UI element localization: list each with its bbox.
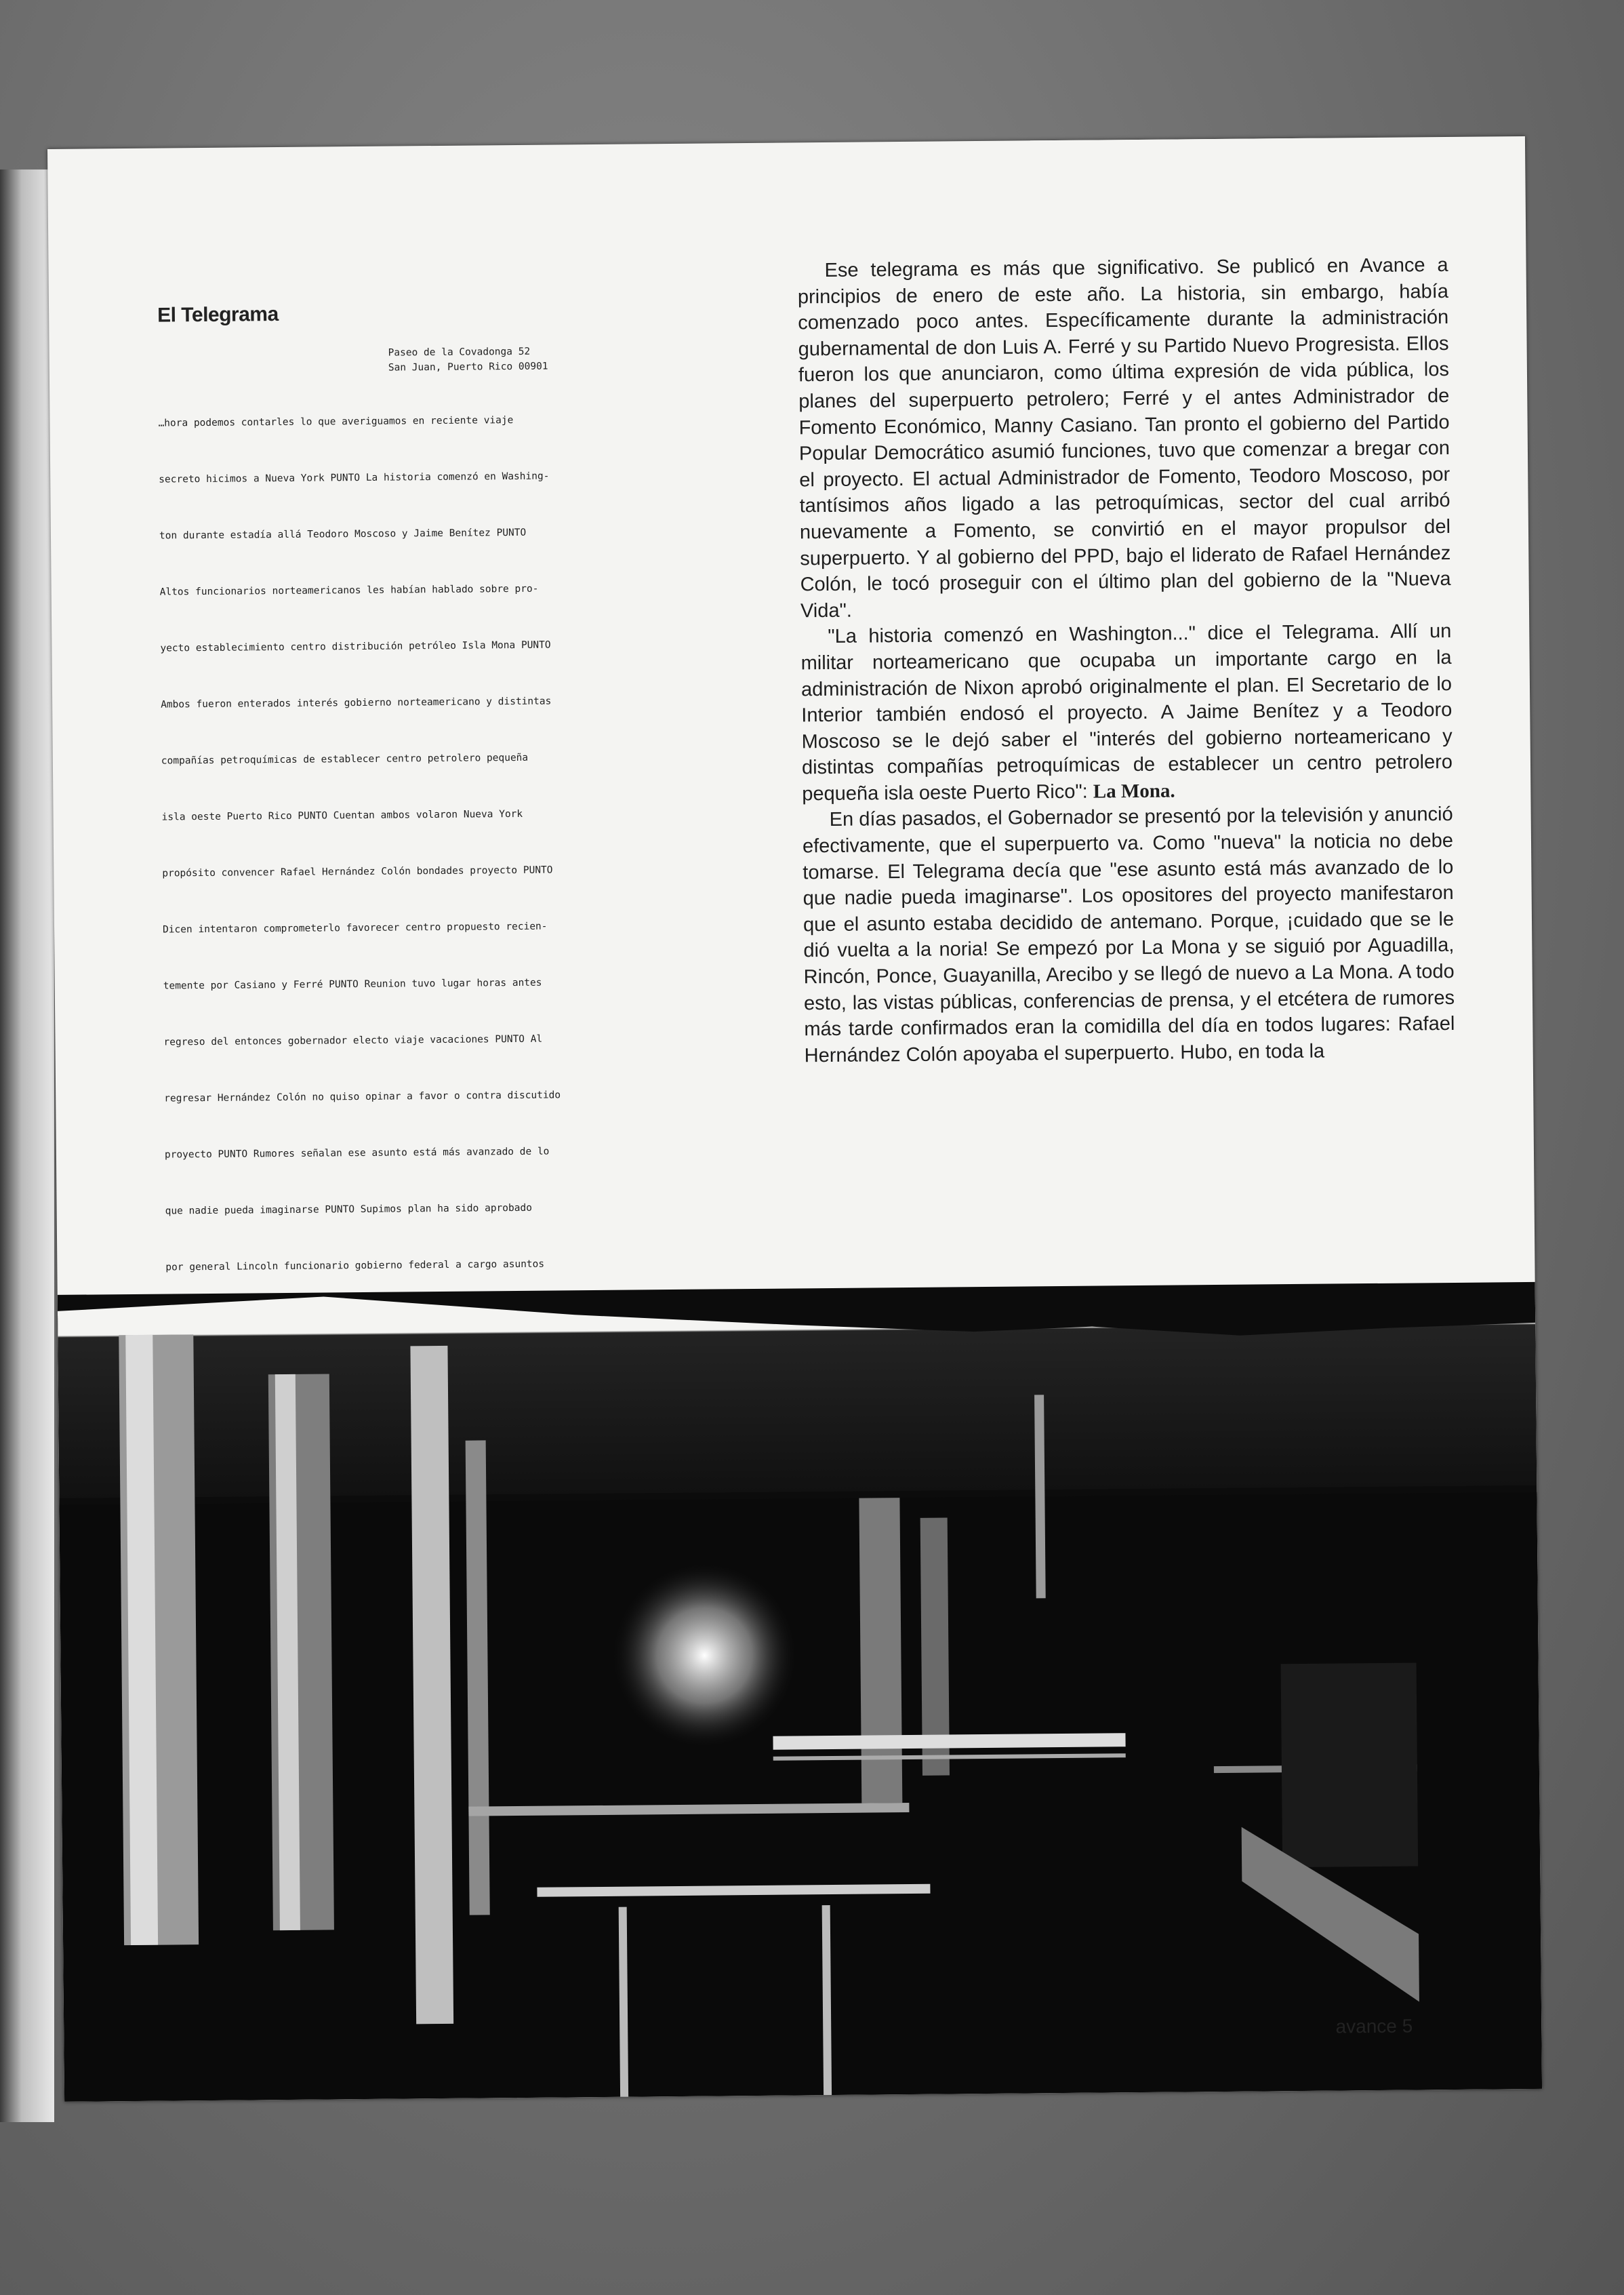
address-line: San Juan, Puerto Rico 00901 xyxy=(388,361,548,374)
refinery-structures xyxy=(58,1323,1542,2102)
refinery-photo xyxy=(58,1282,1542,2102)
telegram-line: que nadie pueda imaginarse PUNTO Supimos plan ha sido aprobado xyxy=(165,1202,532,1217)
telegram-line: regreso del entonces gobernador electo viaje vacaciones PUNTO Al xyxy=(163,1033,543,1048)
telegram-line: ton durante estadía allá Teodoro Moscoso y Jaime Benítez PUNTO xyxy=(159,527,527,542)
telegram-line: regresar Hernández Colón no quiso opinar a favor o contra discutido xyxy=(164,1089,561,1104)
telegram-line: propósito convencer Rafael Hernández Colón bondades proyecto PUNTO xyxy=(162,864,553,879)
telegram-line: Ambos fueron enterados interés gobierno norteamericano y distintas xyxy=(161,696,552,711)
telegram-address xyxy=(388,342,741,376)
telegram-line: yecto establecimiento centro distribución petróleo Isla Mona PUNTO xyxy=(160,639,551,654)
article-paragraph: En días pasados, el Gobernador se presentó por la televisión y anunció efectivamente, que el superpuerto va. Como "nueva" la noticia no debe tomarse. El Telegrama decía que "ese asunto está más avanzado de lo que nadie pueda imaginarse". Los opositores del proyecto manifestaron que el asunto estaba decidido de antemano. Porque, ¡cuidado que se le dió vuelta a la noria! Se empezó por La Mona y se siguió por Aguadilla, Rincón, Ponce, Guayanilla, Arecibo y se llegó de nuevo a La Mona. A todo esto, las vistas públicas, conferencias de prensa, y el etcétera de rumores más tarde confirmados eran la comidilla del día en todos lugares: Rafael Hernández Colón apoyaba el superpuerto. Hubo, en toda la xyxy=(802,803,1455,1067)
telegram-line: compañías petroquímicas de establecer centro petrolero pequeña xyxy=(161,752,529,767)
magazine-page xyxy=(47,136,1542,2102)
telegram-line: isla oeste Puerto Rico PUNTO Cuentan ambos volaron Nueva York xyxy=(161,808,523,823)
telegram-line: Dicen intentaron comprometerlo favorecer centro propuesto recien- xyxy=(162,921,548,936)
previous-page-edge xyxy=(0,169,54,2122)
telegram-line: temente por Casiano y Ferré PUNTO Reunion tuvo lugar horas antes xyxy=(163,977,542,992)
article-paragraph xyxy=(800,618,1453,807)
telegram-line: …hora podemos contarles lo que averiguamos en reciente viaje xyxy=(158,414,514,429)
paragraph-emphasis: La Mona. xyxy=(1093,780,1175,803)
article-paragraph: Ese telegrama es más que significativo. Se publicó en Avance a principios de enero de este año. La historia, sin embargo, había comenzado poco antes. Específicamente durante la administración gubernamental de don Luis A. Ferré y su Partido Nuevo Progresista. Ellos fueron los que anunciaron, como última expresión de vida pública, los planes del superpuerto petrolero; Ferré y el antes Administrador de Fomento Económico, Manny Casiano. Tan pronto el gobierno del Partido Popular Democrático asumió funciones, tuvo que comenzar a bregar con el proyecto. El actual Administrador de Fomento, Teodoro Moscoso, por tantísimos años ligado a las petroquímicas, sector del cual arribó nuevamente a Fomento, se convirtió en el mayor propulsor del superpuerto. Y al gobierno del PPD, bajo el liderato de Rafael Hernández Colón, le tocó proseguir con el último plan del gobierno de la "Nueva Vida". xyxy=(797,254,1451,622)
telegram-line: secreto hicimos a Nueva York PUNTO La historia comenzó en Washing- xyxy=(159,471,550,485)
address-line: Paseo de la Covadonga 52 xyxy=(388,346,531,359)
paragraph-text: "La historia comenzó en Washington..." dice el Telegrama. Allí un militar norteamericano que ocupaba un importante cargo en la administración de Nixon aprobó originalmente el plan. El Secretario de lo Interior también endosó el proyecto. A Jaime Benítez y a Teodoro Moscoso se le dejó saber el "interés del gobierno norteamericano y distintas compañías petroquímicas de establecer un centro petrolero pequeña isla oeste Puerto Rico": xyxy=(800,620,1453,805)
article-column xyxy=(797,252,1455,1069)
page-number: avance 5 xyxy=(1335,2015,1413,2037)
telegram-line: por general Lincoln funcionario gobierno federal a cargo asuntos xyxy=(165,1258,545,1273)
telegram-line: proyecto PUNTO Rumores señalan ese asunto está más avanzado de lo xyxy=(164,1146,550,1161)
torn-paper-strip xyxy=(1030,136,1542,195)
telegram-line: Altos funcionarios norteamericanos les habían hablado sobre pro- xyxy=(159,583,539,598)
section-heading: El Telegrama xyxy=(157,303,279,327)
